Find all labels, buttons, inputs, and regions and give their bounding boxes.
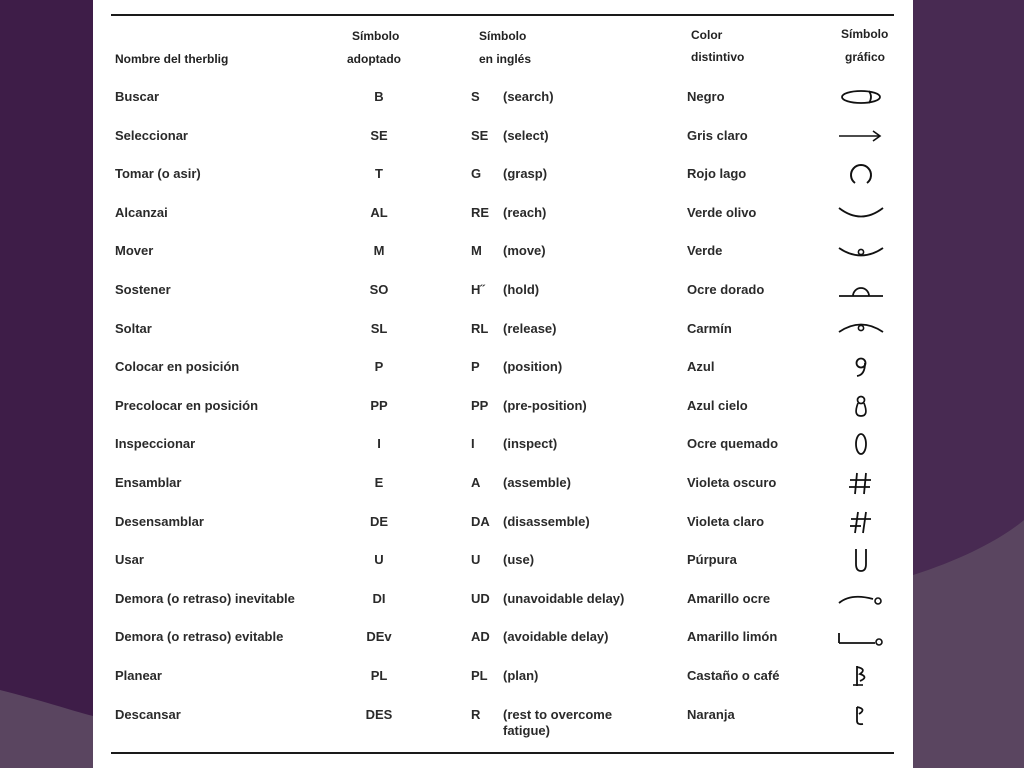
english-code: RE bbox=[471, 205, 490, 220]
color-name: Violeta oscuro bbox=[687, 475, 777, 490]
therblig-name: Ensamblar bbox=[115, 475, 182, 490]
adopted-symbol: I bbox=[377, 436, 381, 451]
color-name: Negro bbox=[687, 89, 725, 104]
seated-person-icon bbox=[833, 701, 889, 729]
header-graphic-line2: gráfico bbox=[845, 50, 886, 64]
lying-person-icon bbox=[833, 623, 889, 651]
bottom-rule bbox=[111, 752, 894, 754]
english-word: (rest to overcome fatigue) bbox=[503, 707, 613, 738]
therblig-name: Soltar bbox=[115, 321, 152, 336]
header-adopted-line1: Símbolo bbox=[352, 29, 400, 43]
top-rule bbox=[111, 14, 894, 16]
header-name: Nombre del therblig bbox=[115, 52, 229, 66]
color-name: Castaño o café bbox=[687, 668, 780, 683]
english-code: S bbox=[471, 89, 480, 104]
english-code: RL bbox=[471, 321, 489, 336]
hash-icon bbox=[833, 469, 889, 497]
adopted-symbol: DEv bbox=[366, 629, 392, 644]
english-code: P bbox=[471, 359, 480, 374]
adopted-symbol: DES bbox=[365, 707, 393, 722]
color-name: Púrpura bbox=[687, 552, 737, 567]
magnet-bar-icon bbox=[833, 276, 889, 304]
english-word: (use) bbox=[503, 552, 535, 567]
therblig-name: Descansar bbox=[115, 707, 181, 722]
color-name: Verde olivo bbox=[687, 205, 757, 220]
english-code: DA bbox=[471, 514, 490, 529]
adopted-symbol: PL bbox=[370, 668, 388, 683]
adopted-symbol: T bbox=[375, 166, 383, 181]
color-name: Ocre quemado bbox=[687, 436, 779, 451]
header-color-line1: Color bbox=[691, 28, 723, 42]
english-word: (inspect) bbox=[503, 436, 558, 451]
color-name: Azul bbox=[687, 359, 715, 374]
adopted-symbol: DE bbox=[369, 514, 389, 529]
english-word: (move) bbox=[503, 243, 546, 258]
adopted-symbol: SL bbox=[370, 321, 388, 336]
header-english-line2: en inglés bbox=[479, 52, 532, 66]
color-name: Azul cielo bbox=[687, 398, 748, 413]
english-word: (select) bbox=[503, 128, 549, 143]
thinking-icon bbox=[833, 662, 889, 690]
english-word: (plan) bbox=[503, 668, 539, 683]
curve-icon bbox=[833, 199, 889, 227]
english-code: I bbox=[471, 436, 475, 451]
color-name: Ocre dorado bbox=[687, 282, 765, 297]
english-code: M bbox=[471, 243, 482, 258]
header-adopted-line2: adoptado bbox=[347, 52, 401, 66]
english-code: UD bbox=[471, 591, 490, 606]
lens-icon bbox=[833, 430, 889, 458]
english-word: (search) bbox=[503, 89, 554, 104]
english-code: A bbox=[471, 475, 481, 490]
color-name: Gris claro bbox=[687, 128, 748, 143]
english-code: AD bbox=[471, 629, 490, 644]
adopted-symbol: M bbox=[373, 243, 385, 258]
english-word: (position) bbox=[503, 359, 563, 374]
header-color-line2: distintivo bbox=[691, 50, 745, 64]
therblig-name: Demora (o retraso) inevitable bbox=[115, 591, 295, 606]
english-code: U bbox=[471, 552, 481, 567]
therblig-name: Inspeccionar bbox=[115, 436, 196, 451]
bowling-pin-icon bbox=[833, 392, 889, 420]
color-name: Rojo lago bbox=[687, 166, 747, 181]
color-name: Amarillo limón bbox=[687, 629, 778, 644]
english-word: (grasp) bbox=[503, 166, 548, 181]
adopted-symbol: E bbox=[374, 475, 384, 490]
therblig-name: Seleccionar bbox=[115, 128, 188, 143]
u-cup-icon bbox=[833, 546, 889, 574]
fallen-person-icon bbox=[833, 585, 889, 613]
hash-open-icon bbox=[833, 508, 889, 536]
arrow-icon bbox=[833, 122, 889, 150]
english-code: R bbox=[471, 707, 481, 722]
adopted-symbol: DI bbox=[372, 591, 386, 606]
header-english-line1: Símbolo bbox=[479, 29, 527, 43]
eye-icon bbox=[833, 83, 889, 111]
adopted-symbol: B bbox=[374, 89, 384, 104]
therblig-name: Tomar (o asir) bbox=[115, 166, 201, 181]
therblig-name: Buscar bbox=[115, 89, 160, 104]
adopted-symbol: SE bbox=[370, 128, 388, 143]
english-word: (release) bbox=[503, 321, 557, 336]
english-word: (assemble) bbox=[503, 475, 571, 490]
english-code: PL bbox=[471, 668, 488, 683]
adopted-symbol: AL bbox=[370, 205, 388, 220]
english-word: (hold) bbox=[503, 282, 540, 297]
color-name: Violeta claro bbox=[687, 514, 765, 529]
adopted-symbol: P bbox=[374, 359, 384, 374]
english-code: H˝ bbox=[471, 282, 485, 297]
cup-with-knob-icon bbox=[833, 237, 889, 265]
color-name: Amarillo ocre bbox=[687, 591, 771, 606]
adopted-symbol: U bbox=[374, 552, 384, 567]
nine-icon bbox=[833, 353, 889, 381]
english-word: (pre-position) bbox=[503, 398, 587, 413]
therblig-name: Planear bbox=[115, 668, 162, 683]
therblig-name: Precolocar en posición bbox=[115, 398, 259, 413]
open-circle-icon bbox=[833, 160, 889, 188]
therblig-name: Sostener bbox=[115, 282, 171, 297]
therblig-name: Mover bbox=[115, 243, 154, 258]
english-word: (reach) bbox=[503, 205, 547, 220]
color-name: Verde bbox=[687, 243, 723, 258]
inverted-cup-icon bbox=[833, 315, 889, 343]
english-word: (unavoidable delay) bbox=[503, 591, 625, 606]
therblig-name: Usar bbox=[115, 552, 144, 567]
english-code: PP bbox=[471, 398, 489, 413]
adopted-symbol: SO bbox=[369, 282, 389, 297]
adopted-symbol: PP bbox=[370, 398, 388, 413]
header-graphic-line1: Símbolo bbox=[841, 27, 889, 41]
english-word: (avoidable delay) bbox=[503, 629, 609, 644]
color-name: Naranja bbox=[687, 707, 735, 722]
therblig-name: Demora (o retraso) evitable bbox=[115, 629, 284, 644]
english-word: (disassemble) bbox=[503, 514, 590, 529]
therblig-name: Alcanzai bbox=[115, 205, 168, 220]
color-name: Carmín bbox=[687, 321, 732, 336]
therblig-name: Colocar en posición bbox=[115, 359, 240, 374]
therblig-table-page bbox=[93, 0, 913, 768]
therblig-name: Desensamblar bbox=[115, 514, 204, 529]
english-code: SE bbox=[471, 128, 489, 143]
english-code: G bbox=[471, 166, 482, 181]
